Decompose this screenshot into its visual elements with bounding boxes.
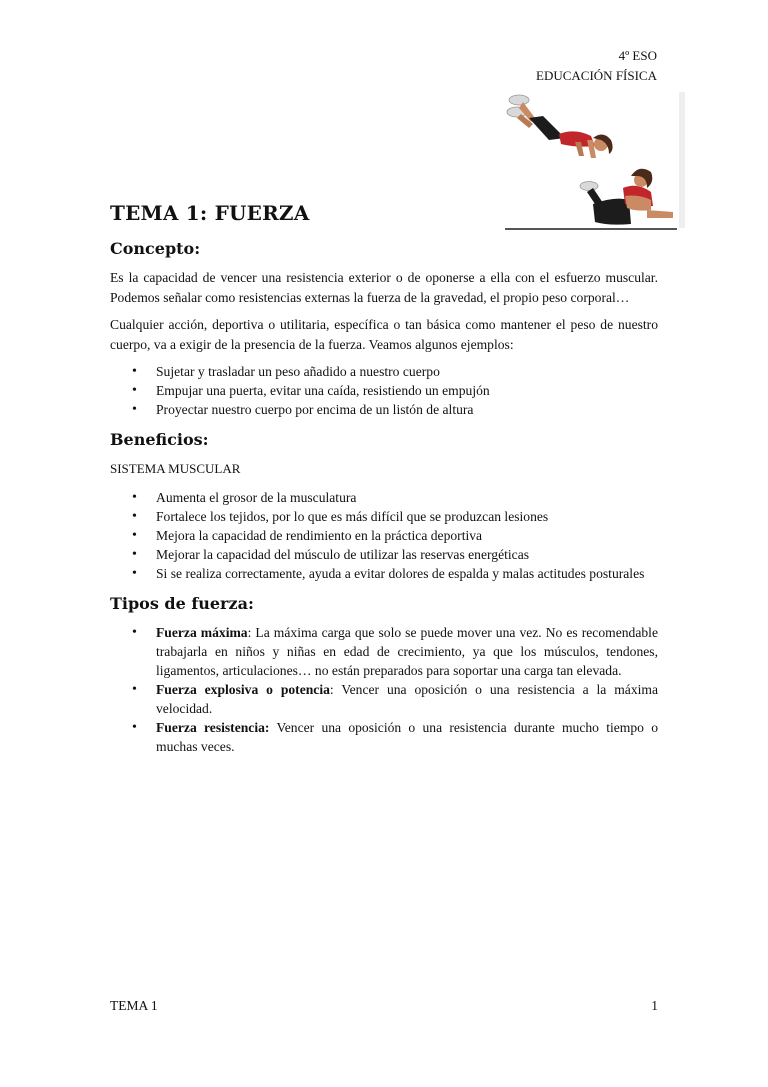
list-item xyxy=(156,718,658,756)
footer-page-number: 1 xyxy=(651,998,658,1013)
header-course: 4º ESO xyxy=(618,48,657,63)
list-item xyxy=(156,680,658,718)
concepto-examples-list xyxy=(110,362,658,419)
tipos-list xyxy=(110,623,658,756)
list-item-separator: : xyxy=(247,625,256,640)
beneficios-list xyxy=(110,488,658,583)
list-item: • Mejorar la capacidad del músculo de utilizar las reservas energéticas xyxy=(156,545,658,564)
list-item-term: Fuerza máxima xyxy=(156,625,248,640)
page-header xyxy=(536,46,657,86)
beneficios-subheading: SISTEMA MUSCULAR xyxy=(110,461,241,476)
concepto-paragraph-1: Es la capacidad de vencer una resistencia exterior o de oponerse a ella con el esfuerzo muscular. Podemos señalar como resistencias externas la fuerza de la gravedad, el propio peso corporal… xyxy=(110,270,658,305)
list-item: • Fortalece los tejidos, por lo que es más difícil que se produzcan lesiones xyxy=(156,507,658,526)
section-heading-beneficios: Beneficios: xyxy=(110,430,209,449)
section-heading-tipos: Tipos de fuerza: xyxy=(110,594,254,613)
concepto-paragraph-2: Cualquier acción, deportiva o utilitaria, específica o tan básica como mantener el peso de nuestro cuerpo, va a exigir de la presencia de la fuerza. Veamos algunos ejemplos: xyxy=(110,317,658,352)
list-item: • Sujetar y trasladar un peso añadido a nuestro cuerpo xyxy=(156,362,658,381)
figure-edge xyxy=(679,92,685,228)
shoe-icon xyxy=(509,95,529,105)
list-item-term: Fuerza explosiva o potencia xyxy=(156,682,330,697)
list-item: • Si se realiza correctamente, ayuda a evitar dolores de espalda y malas actitudes posturales xyxy=(156,564,658,583)
list-item: • Mejora la capacidad de rendimiento en la práctica deportiva xyxy=(156,526,658,545)
list-item: • Proyectar nuestro cuerpo por encima de un listón de altura xyxy=(156,400,658,419)
figure-top xyxy=(507,95,613,158)
section-heading-concepto: Concepto: xyxy=(110,239,201,258)
list-item-term: Fuerza resistencia: xyxy=(156,720,270,735)
list-item-text: Vencer una oposición o una resistencia durante mucho tiempo o muchas veces. xyxy=(156,720,659,754)
header-subject: EDUCACIÓN FÍSICA xyxy=(536,68,657,83)
list-item: • Empujar una puerta, evitar una caída, resistiendo un empujón xyxy=(156,381,658,400)
list-item: • Aumenta el grosor de la musculatura xyxy=(156,488,658,507)
document-body xyxy=(110,200,658,766)
list-item xyxy=(156,623,658,680)
shoe-icon xyxy=(580,182,598,191)
list-item-text: Vencer una oposición o una resistencia a la máxima velocidad. xyxy=(156,682,658,716)
footer-chapter: TEMA 1 xyxy=(110,998,158,1013)
list-item-text: La máxima carga que solo se puede mover una vez. No es recomendable trabajarla en niños y niñas en edad de crecimiento, ya que los músculos, tendones, ligamentos, articulaciones… no están preparados para soportar una carga tan elevada. xyxy=(156,625,658,678)
list-item-separator: : xyxy=(329,682,342,697)
page-title: TEMA 1: FUERZA xyxy=(110,201,310,225)
